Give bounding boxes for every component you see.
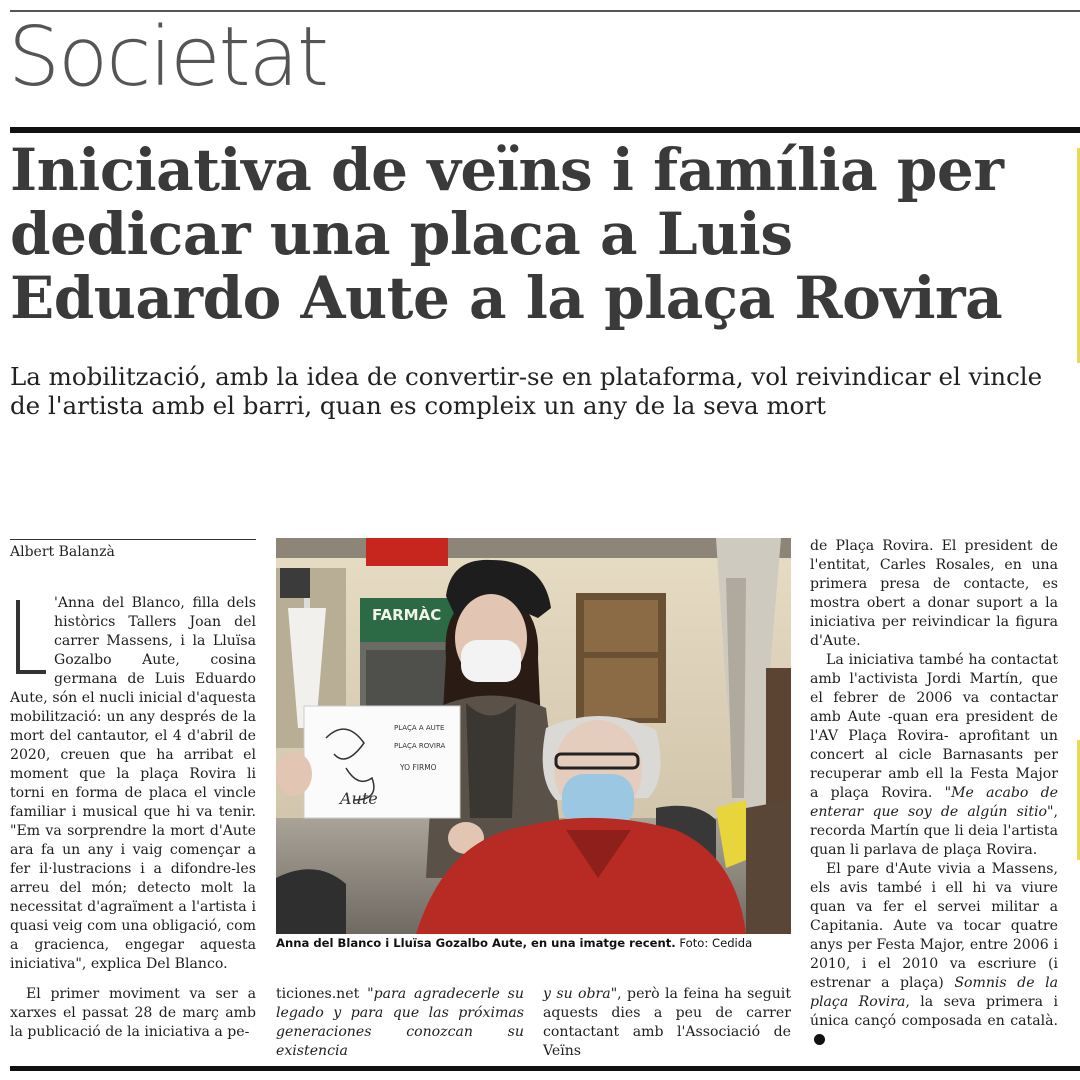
body-column-2-bottom: [276, 985, 524, 1061]
card-line-2: PLAÇA ROVIRA: [394, 742, 446, 750]
body-paragraph: 'Anna del Blanco, filla dels històrics Tallers Joan del carrer Massens, i la Lluïsa Gozalbo Aute, cosina germana de Luis Eduardo Aute, són el nucli inicial d'aquesta mobilització: un any després de la mort del cantautor, el 4 d'abril de 2020, creuen que ha arribat el moment que la plaça Rovira li torni en forma de placa el vincle familiar i musical que hi va tenir. "Em va sorprendre la mort d'Aute ara fa un any i vaig començar a fer il·lustracions i a difondre-les arreu del món; detecto molt la necessitat d'agraïment a l'artista i quasi veig com una obligació, com a graciencа, engegar aquesta iniciativa", explica Del Blanco.: [10, 595, 256, 972]
article-headline: Iniciativa de veïns i família per dedicar una placa a Luis Eduardo Aute a la plaça Rovira: [10, 136, 1004, 332]
shop-sign: FARMÀC: [372, 606, 442, 624]
body-column-1-bottom: [10, 985, 256, 1042]
body-text: ", però la feina ha seguit aquests dies a peu de carrer contactant amb l'Associació de Veïns: [543, 986, 791, 1059]
card-line-1: PLAÇA A AUTE: [394, 724, 445, 732]
header-rule: [10, 127, 1080, 133]
body-text: , la seva primera i única cançó composada en català.: [810, 994, 1058, 1029]
body-column-3-bottom: [543, 985, 791, 1061]
card-line-3: YO FIRMO: [400, 763, 437, 772]
photo-caption: [276, 936, 791, 950]
photo-credit: Foto: Cedida: [675, 936, 753, 950]
body-paragraph: El primer moviment va ser a xarxes el passat 28 de març amb la publicació de la iniciativa a pe-: [10, 986, 256, 1040]
body-paragraph: de Plaça Rovira. El president de l'entitat, Carles Rosales, en una primera presa de contacte, es mostra obert a donar suport a la iniciativa per reivindicar la figura d'Aute.: [810, 538, 1058, 649]
section-title: Societat: [8, 10, 328, 105]
bottom-rule: [10, 1066, 1080, 1071]
body-text: ", recorda Martín que li deia l'artista quan li parlava de plaça Rovira.: [810, 804, 1058, 858]
caption-text: Anna del Blanco i Lluïsa Gozalbo Aute, en una imatge recent.: [276, 936, 676, 950]
body-text: ticiones.net ": [276, 986, 374, 1002]
article-subhead: La mobilització, amb la idea de convertir-se en plataforma, vol reivindicar el vincle de l'artista amb el barri, quan es compleix un any de la seva mort: [10, 362, 1043, 420]
article-photo: [276, 538, 791, 934]
end-mark-icon: [814, 1034, 825, 1045]
photo-illustration: [276, 538, 791, 934]
body-column-1: [10, 594, 256, 974]
body-quote: y su obra: [543, 986, 611, 1002]
body-text: El pare d'Aute vivia a Massens, els avis també i ell hi va viure quan va fer el servei militar a Capitania. Aute va tocar quatre anys per Festa Major, entre 2006 i 2010, i el 2010 va escriure (i estrenar a plaça): [810, 861, 1058, 991]
body-quote: para agradecerle su legado y para que las próximas generaciones conozcan su existencia: [276, 986, 524, 1059]
song-title: Somnis de la plaça Rovira: [810, 975, 1058, 1010]
byline: Albert Balanzà: [10, 539, 256, 560]
card-signature: Aute: [340, 789, 378, 808]
body-text: La iniciativa també ha contactat amb l'activista Jordi Martín, que el febrer de 2006 va contactar amb Aute -quan era president de l'AV Plaça Rovira- aprofitant un concert al cicle Barnasants per recuperar amb ell la Festa Major a plaça Rovira. ": [810, 652, 1058, 801]
body-quote: Me acabo de enterar que soy de algún sitio: [810, 785, 1058, 820]
body-column-4: [810, 537, 1058, 1050]
